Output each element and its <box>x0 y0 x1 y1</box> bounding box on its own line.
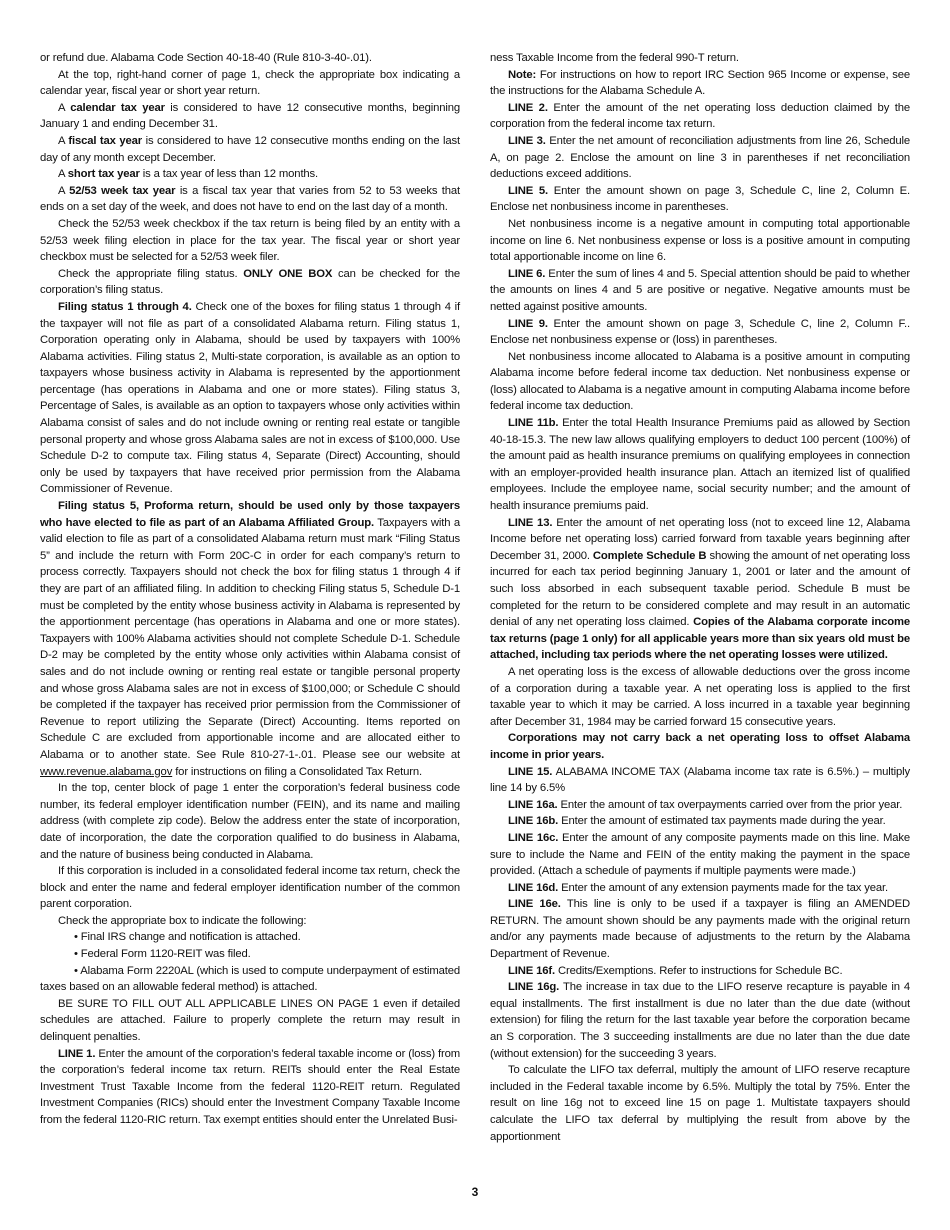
bullet-item-1120-reit: • Federal Form 1120-REIT was filed. <box>74 948 251 961</box>
right-paragraph-line-13: LINE 13. Enter the amount of net operating loss (not to exceed line 12, Alabama Income before net operating loss) carried forward from taxable years beginning after December 31, 2000. Complete Schedule B showing the amount of net operating loss incurred for each tax period beginning January 1, 2001 or later and the amount of such loss absorbed in each subsequent taxable period. Schedule B must be completed for the return to be considered complete and may result in an automatic denial of any net operating loss claimed. Copies of the Alabama corporate income tax returns (page 1 only) for all applicable years more than six years old must be attached, including tax periods where the net operating losses were utilized. <box>490 516 910 662</box>
right-paragraph-line-15: LINE 15. ALABAMA INCOME TAX (Alabama income tax rate is 6.5%.) – multiply line 14 by 6.5% <box>490 765 910 795</box>
right-paragraph-line-5: LINE 5. Enter the amount shown on page 3, Schedule C, line 2, Column E. Enclose net nonbusiness income in parentheses. <box>490 184 910 214</box>
right-paragraph-lifo: To calculate the LIFO tax deferral, multiply the amount of LIFO reserve recapture included in the Federal taxable income by 6.5%. Multiply the total by 75%. Enter the result on line 16g not to exceed line 15 on page 1. Multistate taxpayers should calculate the LIFO tax deferral by multiplying the result from above by the apportionment <box>490 1064 910 1143</box>
right-paragraph-no-carryback: Corporations may not carry back a net operating loss to offset Alabama income in prior years. <box>490 732 910 761</box>
left-paragraph-filing-status-5: Filing status 5, Proforma return, should be used only by those taxpayers who have elected to file as part of an Alabama Affiliated Group. Taxpayers with a valid election to file as part of a consolidated Alabama return must mark “Filing Status 5” and include the return with Form 20C-C in order for each company’s return to process correctly. Taxpayers should not check the box for filing status 1 through 4 if they are part of an affiliated filing. In addition to checking Filing status 5, Schedule D-1 must be completed by the entity whose business activity in Alabama is represented by the apportionment percentage (has operations in Alabama and one or more states). Taxpayers with 100% Alabama activities should not complete Schedule D-1. Schedule D-2 may be completed by the entity whose only activities within Alabama consist of sales and do not include owning or renting real estate or tangible personal property and whose gross Alabama sales are not in excess of $100,000; or Schedule C should be completed if the taxpayer has received prior permission from the Commissioner of Revenue to report utilizing the Separate (Direct) Accounting. Items reported on Schedule C are excluded from apportionable income and are allocated either to Alabama or to another state. See Rule 810-27-1-.01. Please see our website at www.revenue.alabama.gov for instructions on filing a Consolidated Tax Return. <box>40 500 460 778</box>
left-paragraph-52-53-week: A 52/53 week tax year is a fiscal tax year that varies from 52 to 53 weeks that ends on a set day of the week, and does not have to end on the last day of a month. <box>40 184 460 214</box>
right-paragraph-line-16d: LINE 16d. Enter the amount of any extension payments made for the tax year. <box>508 881 888 894</box>
right-column <box>490 50 910 1145</box>
left-paragraph-fiscal-year: A fiscal tax year is considered to have 12 consecutive months ending on the last day of any month except December. <box>40 134 460 164</box>
left-paragraph-short-year: A short tax year is a tax year of less than 12 months. <box>58 168 319 181</box>
right-paragraph-note: Note: For instructions on how to report IRC Section 965 Income or expense, see the instructions for the Alabama Schedule A. <box>490 68 910 98</box>
left-paragraph-be-sure: BE SURE TO FILL OUT ALL APPLICABLE LINES ON PAGE 1 even if detailed schedules are attached. Failure to properly complete the return may result in delinquent penalties. <box>40 997 460 1044</box>
bullet-item-irs-change: • Final IRS change and notification is attached. <box>74 931 301 944</box>
right-paragraph-line-16b: LINE 16b. Enter the amount of estimated tax payments made during the year. <box>508 815 886 828</box>
left-paragraph-calendar-year: A calendar tax year is considered to have 12 consecutive months, beginning January 1 and ending December 31. <box>40 101 460 131</box>
page-number: 3 <box>471 1185 479 1199</box>
website-link[interactable]: www.revenue.alabama.gov <box>40 765 173 778</box>
right-paragraph-line-2: LINE 2. Enter the amount of the net operating loss deduction claimed by the corporation from the federal income tax return. <box>490 101 910 131</box>
right-paragraph-nol-definition: A net operating loss is the excess of allowable deductions over the gross income of a corporation during a taxable year. A net operating loss is applied to the first taxable year to which it may be carried. A loss incurred in a taxable year beginning after December 31, 1984 may be carried forward 15 consecutive years. <box>490 665 910 728</box>
right-paragraph-line-16e: LINE 16e. This line is only to be used if a taxpayer is filing an AMENDED RETURN. The amount shown should be any payments made with the original return and/or any payments made because of adjustments to the return by the Alabama Department of Revenue. <box>490 898 910 961</box>
left-column <box>40 50 460 1129</box>
bullet-item-2220al: • Alabama Form 2220AL (which is used to compute underpayment of estimated taxes based on an allowable federal method) is attached. <box>40 964 460 994</box>
left-paragraph-0: or refund due. Alabama Code Section 40-18-40 (Rule 810-3-40-.01). <box>40 52 372 64</box>
left-paragraph-top-center-block: In the top, center block of page 1 enter the corporation’s federal business code number, its federal employer identification number (FEIN), and its name and mailing address (with complete zip code). Below the address enter the state of incorporation, date of incorporation, the date the corporation qualified to do business in Alabama, and the nature of business being conducted in Alabama. <box>40 782 460 861</box>
left-paragraph-consolidated: If this corporation is included in a consolidated federal income tax return, check the block and enter the name and federal employer identification number of the common parent corporation. <box>40 865 460 911</box>
right-paragraph-line-9: LINE 9. Enter the amount shown on page 3, Schedule C, line 2, Column F.. Enclose net nonbusiness expense or (loss) in parentheses. <box>490 317 910 347</box>
left-paragraph-filing-status-1-4: Filing status 1 through 4. Check one of the boxes for filing status 1 through 4 if the taxpayer will not file as part of a consolidated Alabama return. Filing status 1, Corporation operating only in Alabama, should be used by taxpayers with 100% Alabama activities. Filing status 2, Multi-state corporation, is available as an option to taxpayers whose business activity in Alabama is represented by the apportionment percentage (has operations in Alabama and one or more states). Filing status 3, Percentage of Sales, is available as an option to taxpayers whose only activities within Alabama consist of sales and do not include owning or renting real estate or tangible personal property and whose gross Alabama sales are not in excess of $100,000. Use Schedule D-2 to compute tax. Filing status 4, Separate (Direct) Accounting, should only be used by taxpayers that have received prior permission from the Alabama Commissioner of Revenue. <box>40 300 460 496</box>
right-paragraph-0: ness Taxable Income from the federal 990-T return. <box>490 52 739 64</box>
left-paragraph-line-1: LINE 1. Enter the amount of the corporation’s federal taxable income or (loss) from the corporation’s federal income tax return. REITs should enter the Real Estate Investment Trust Taxable Income from the federal 1120-REIT return. Regulated Investment Companies (RICs) should enter the Investment Company Taxable Income from the federal 1120-RIC return. Tax exempt entities should enter the Unrelated Busi- <box>40 1047 460 1126</box>
right-paragraph-line-3: LINE 3. Enter the net amount of reconciliation adjustments from line 26, Schedule A, on page 2. Enclose the amount on line 3 in parentheses if net reconciliation deductions exceed additions. <box>490 134 910 181</box>
right-paragraph-line-16a: LINE 16a. Enter the amount of tax overpayments carried over from the prior year. <box>508 798 903 811</box>
left-paragraph-check-box: Check the appropriate box to indicate the following: <box>58 914 307 927</box>
right-paragraph-nonbusiness-income: Net nonbusiness income is a negative amount in computing total apportionable income on line 6. Net nonbusiness expense or loss is a positive amount in computing total apportionable income on line 6. <box>490 217 910 264</box>
right-paragraph-nonbusiness-allocated: Net nonbusiness income allocated to Alabama is a positive amount in computing Alabama income before federal income tax deduction. Net nonbusiness expense or (loss) allocated to Alabama is a negative amount in computing Alabama income before federal income tax deduction. <box>490 350 910 413</box>
right-paragraph-line-16g: LINE 16g. The increase in tax due to the LIFO reserve recapture is payable in 4 equal installments. The first installment is due no later than the due date (without extension) for filing the return for the last taxable year before the corporation became an S corporation. The 3 succeeding installments are due no later than the due date (without extension) for the succeeding 3 years. <box>490 981 910 1060</box>
left-paragraph-52-53-checkbox: Check the 52/53 week checkbox if the tax return is being filed by an entity with a 52/53 week filing election in place for the tax year. The fiscal year or short year checkbox must be selected for a 52/53 week filer. <box>40 217 460 264</box>
right-paragraph-line-16f: LINE 16f. Credits/Exemptions. Refer to instructions for Schedule BC. <box>508 964 843 977</box>
left-paragraph-1: At the top, right-hand corner of page 1, check the appropriate box indicating a calendar year, fiscal year or short year return. <box>40 68 460 98</box>
right-paragraph-line-6: LINE 6. Enter the sum of lines 4 and 5. Special attention should be paid to whether the amounts on lines 4 and 5 are positive or negative. Negative amounts must be netted against positive amounts. <box>490 267 910 313</box>
right-paragraph-line-11b: LINE 11b. Enter the total Health Insurance Premiums paid as allowed by Section 40-18-15.3. The new law allows qualifying employers to deduct 100 percent (100%) of the amount paid as health insurance premiums on qualifying employees in connection with an employer-provided health insurance plan. Attach an itemized list of qualified employees. Include the employee name, social security number; and the amount of health insurance premiums paid. <box>490 417 910 513</box>
right-paragraph-line-16c: LINE 16c. Enter the amount of any composite payments made on this line. Make sure to include the Name and FEIN of the entity making the payment in the space provided. (Attach a schedule of payments if multiple payments were made.) <box>490 831 910 878</box>
left-paragraph-filing-status: Check the appropriate filing status. ONLY ONE BOX can be checked for the corporation’s filing status. <box>40 267 460 297</box>
